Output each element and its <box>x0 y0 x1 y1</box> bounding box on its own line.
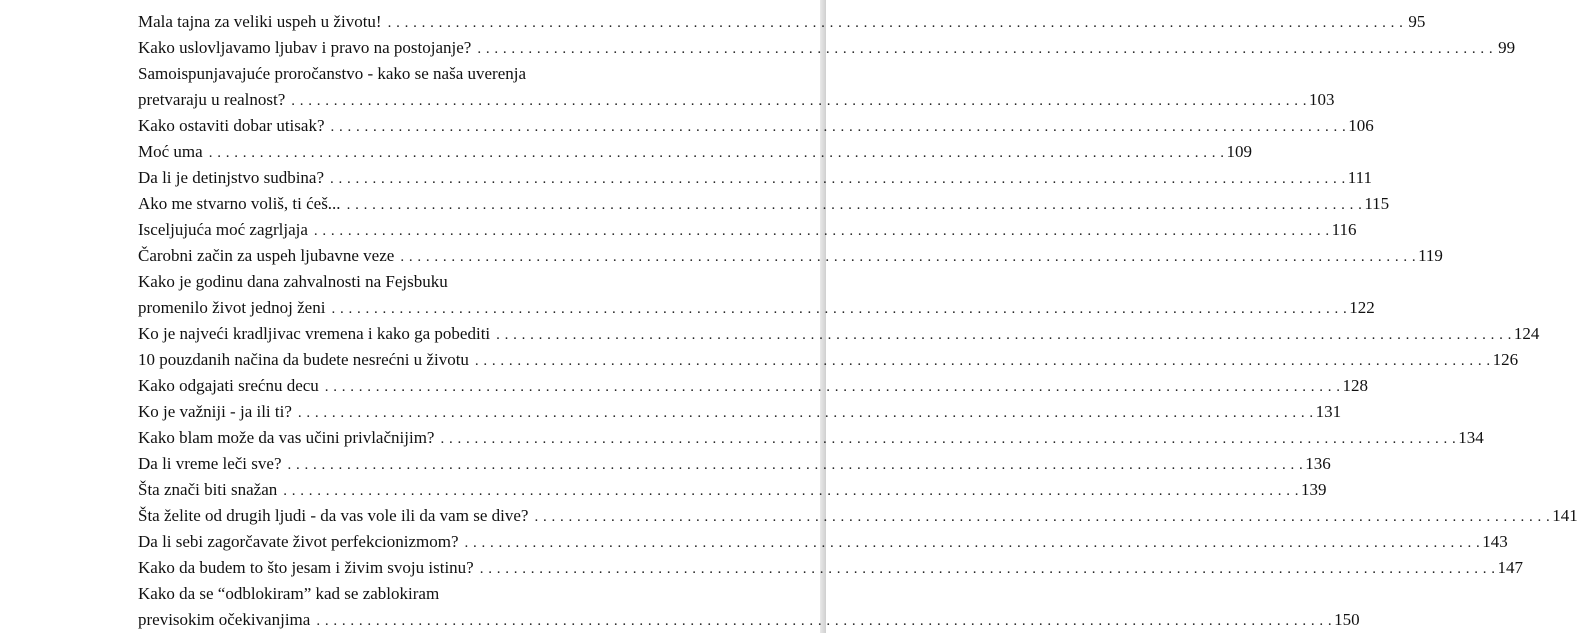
toc-dot-leader: . . . . . . . . . . . . . . . . . . . . . . . . . . . . . . . . . . . . . . . . . . . . . . . . . . . . . . . . . . . . . . . . . . . . . . . . . . . . . . . . . . . . . . . . . . . . . . . . . . . . . . . . . . . . . . . . . . . . . . . . <box>297 405 1314 421</box>
toc-entry-line <box>138 113 1374 139</box>
toc-page-number: 103 <box>1309 90 1335 109</box>
toc-entry[interactable] <box>138 347 1519 373</box>
toc-page-number: 134 <box>1458 428 1484 447</box>
toc-entry-line <box>138 191 1390 217</box>
toc-page-number: 122 <box>1349 298 1375 317</box>
toc-entry-title: Čarobni začin za uspeh ljubavne veze <box>138 246 395 265</box>
toc-entry-title: promenilo život jednoj ženi <box>138 298 326 317</box>
toc-dot-leader: . . . . . . . . . . . . . . . . . . . . . . . . . . . . . . . . . . . . . . . . . . . . . . . . . . . . . . . . . . . . . . . . . . . . . . . . . . . . . . . . . . . . . . . . . . . . . . . . . . . . . . . . . . . . . . . . . . . . . . . . <box>387 15 1404 31</box>
toc-entry-title: Kako blam može da vas učini privlačnijim? <box>138 428 435 447</box>
toc-entry-title: Moć uma <box>138 142 203 161</box>
toc-page-number: 115 <box>1364 194 1390 213</box>
toc-page-number: 150 <box>1334 610 1360 629</box>
toc-entry-line <box>138 477 1327 503</box>
toc-entry-line <box>138 165 1373 191</box>
toc-entry-line <box>138 555 1523 581</box>
toc-entry[interactable] <box>138 555 1523 581</box>
toc-entry-line <box>138 295 1375 321</box>
toc-dot-leader: . . . . . . . . . . . . . . . . . . . . . . . . . . . . . . . . . . . . . . . . . . . . . . . . . . . . . . . . . . . . . . . . . . . . . . . . . . . . . . . . . . . . . . . . . . . . . . . . . . . . . . . . . . . . . . . . . . . . . . . . <box>331 301 1348 317</box>
toc-entry[interactable] <box>138 425 1484 451</box>
toc-dot-leader: . . . . . . . . . . . . . . . . . . . . . . . . . . . . . . . . . . . . . . . . . . . . . . . . . . . . . . . . . . . . . . . . . . . . . . . . . . . . . . . . . . . . . . . . . . . . . . . . . . . . . . . . . . . . . . . . . . . . . . . . <box>330 171 1346 187</box>
toc-dot-leader: . . . . . . . . . . . . . . . . . . . . . . . . . . . . . . . . . . . . . . . . . . . . . . . . . . . . . . . . . . . . . . . . . . . . . . . . . . . . . . . . . . . . . . . . . . . . . . . . . . . . . . . . . . . . . . . . . . . . . . . . <box>400 249 1417 265</box>
toc-page-number: 141 <box>1552 506 1578 525</box>
toc-page-number: 95 <box>1408 12 1426 31</box>
toc-entry-line <box>138 9 1426 35</box>
toc-entry[interactable] <box>138 243 1443 269</box>
toc-entry[interactable] <box>138 61 1335 113</box>
toc-dot-leader: . . . . . . . . . . . . . . . . . . . . . . . . . . . . . . . . . . . . . . . . . . . . . . . . . . . . . . . . . . . . . . . . . . . . . . . . . . . . . . . . . . . . . . . . . . . . . . . . . . . . . . . . . . . . . . . . . . . . . . . . <box>316 613 1333 629</box>
toc-entry-line <box>138 425 1484 451</box>
toc-entry[interactable] <box>138 269 1375 321</box>
toc-entry-line <box>138 347 1519 373</box>
toc-dot-leader: . . . . . . . . . . . . . . . . . . . . . . . . . . . . . . . . . . . . . . . . . . . . . . . . . . . . . . . . . . . . . . . . . . . . . . . . . . . . . . . . . . . . . . . . . . . . . . . . . . . . . . . . . . . . . . . . . . . . . . . . <box>287 457 1304 473</box>
toc-entry-title: Ko je važniji - ja ili ti? <box>138 402 292 421</box>
toc-dot-leader: . . . . . . . . . . . . . . . . . . . . . . . . . . . . . . . . . . . . . . . . . . . . . . . . . . . . . . . . . . . . . . . . . . . . . . . . . . . . . . . . . . . . . . . . . . . . . . . . . . . . . . . . . . . . . . . . . . . . . . . . <box>208 145 1225 161</box>
toc-page-number: 109 <box>1226 142 1252 161</box>
toc-entry-line <box>138 269 684 295</box>
toc-entry-title: Da li vreme leči sve? <box>138 454 282 473</box>
toc-dot-leader: . . . . . . . . . . . . . . . . . . . . . . . . . . . . . . . . . . . . . . . . . . . . . . . . . . . . . . . . . . . . . . . . . . . . . . . . . . . . . . . . . . . . . . . . . . . . . . . . . . . . . . . . . . . . . . . . . . . . . . . . <box>346 197 1363 213</box>
toc-page-number: 143 <box>1482 532 1508 551</box>
toc-dot-leader: . . . . . . . . . . . . . . . . . . . . . . . . . . . . . . . . . . . . . . . . . . . . . . . . . . . . . . . . . . . . . . . . . . . . . . . . . . . . . . . . . . . . . . . . . . . . . . . . . . . . . . . . . . . . . . . . . . . . . . . . <box>313 223 1330 239</box>
toc-entry[interactable] <box>138 321 1540 347</box>
toc-page-number: 126 <box>1492 350 1519 369</box>
toc-dot-leader: . . . . . . . . . . . . . . . . . . . . . . . . . . . . . . . . . . . . . . . . . . . . . . . . . . . . . . . . . . . . . . . . . . . . . . . . . . . . . . . . . . . . . . . . . . . . . . . . . . . . . . . . . . . . . . . . . . . . . . . . <box>283 483 1300 499</box>
toc-entry[interactable] <box>138 503 1578 529</box>
toc-entry-line <box>138 61 684 87</box>
toc-entry-title: Mala tajna za veliki uspeh u životu! <box>138 12 382 31</box>
toc-entry-line <box>138 321 1540 347</box>
toc-entry[interactable] <box>138 373 1369 399</box>
toc-dot-leader: . . . . . . . . . . . . . . . . . . . . . . . . . . . . . . . . . . . . . . . . . . . . . . . . . . . . . . . . . . . . . . . . . . . . . . . . . . . . . . . . . . . . . . . . . . . . . . . . . . . . . . . . . . . . . . . . . . . . . . . . <box>464 535 1481 551</box>
toc-page-number: 124 <box>1513 324 1540 343</box>
toc-entry-title: Ako me stvarno voliš, ti ćeš... <box>138 194 341 213</box>
toc-entry-title: Isceljujuća moć zagrljaja <box>138 220 308 239</box>
table-of-contents <box>138 9 1578 633</box>
toc-entry-line <box>138 87 1335 113</box>
toc-page-number: 147 <box>1497 558 1523 577</box>
toc-page-number: 111 <box>1347 168 1373 187</box>
toc-dot-leader: . . . . . . . . . . . . . . . . . . . . . . . . . . . . . . . . . . . . . . . . . . . . . . . . . . . . . . . . . . . . . . . . . . . . . . . . . . . . . . . . . . . . . . . . . . . . . . . . . . . . . . . . . . . . . . . . . . . . . . . . <box>330 119 1347 135</box>
toc-entry[interactable] <box>138 529 1508 555</box>
toc-entry-line <box>138 35 1516 61</box>
toc-entry-title: Kako da budem to što jesam i živim svoju istinu? <box>138 558 474 577</box>
toc-entry[interactable] <box>138 451 1331 477</box>
toc-entry[interactable] <box>138 35 1516 61</box>
toc-entry-line <box>138 243 1443 269</box>
toc-page-number: 116 <box>1331 220 1357 239</box>
toc-entry-title: Kako ostaviti dobar utisak? <box>138 116 325 135</box>
toc-entry-line <box>138 607 1360 633</box>
toc-entry-line <box>138 503 1578 529</box>
toc-entry-line <box>138 139 1252 165</box>
toc-entry[interactable] <box>138 9 1426 35</box>
toc-entry-line <box>138 451 1331 477</box>
toc-entry-line <box>138 373 1369 399</box>
toc-entry-title: Da li sebi zagorčavate život perfekcionizmom? <box>138 532 459 551</box>
toc-entry-title: Ko je najveći kradljivac vremena i kako ga pobediti <box>138 324 491 343</box>
toc-entry-title: Kako da se “odblokiram” kad se zablokiram <box>138 584 440 603</box>
toc-page-number: 99 <box>1498 38 1516 57</box>
toc-page-number: 106 <box>1348 116 1374 135</box>
toc-entry[interactable] <box>138 165 1373 191</box>
toc-entry[interactable] <box>138 217 1357 243</box>
toc-dot-leader: . . . . . . . . . . . . . . . . . . . . . . . . . . . . . . . . . . . . . . . . . . . . . . . . . . . . . . . . . . . . . . . . . . . . . . . . . . . . . . . . . . . . . . . . . . . . . . . . . . . . . . . . . . . . . . . . . . . . . . . . <box>534 509 1551 525</box>
toc-page-number: 139 <box>1301 480 1327 499</box>
toc-dot-leader: . . . . . . . . . . . . . . . . . . . . . . . . . . . . . . . . . . . . . . . . . . . . . . . . . . . . . . . . . . . . . . . . . . . . . . . . . . . . . . . . . . . . . . . . . . . . . . . . . . . . . . . . . . . . . . . . . . . . . . . . <box>479 561 1496 577</box>
toc-entry[interactable] <box>138 477 1327 503</box>
toc-page-number: 136 <box>1305 454 1331 473</box>
toc-dot-leader: . . . . . . . . . . . . . . . . . . . . . . . . . . . . . . . . . . . . . . . . . . . . . . . . . . . . . . . . . . . . . . . . . . . . . . . . . . . . . . . . . . . . . . . . . . . . . . . . . . . . . . . . . . . . . . . . . . . . . . . . <box>440 431 1457 447</box>
toc-entry-line <box>138 581 684 607</box>
toc-entry-title: Šta znači biti snažan <box>138 480 278 499</box>
toc-dot-leader: . . . . . . . . . . . . . . . . . . . . . . . . . . . . . . . . . . . . . . . . . . . . . . . . . . . . . . . . . . . . . . . . . . . . . . . . . . . . . . . . . . . . . . . . . . . . . . . . . . . . . . . . . . . . . . . . . . . . . . . . <box>496 327 1512 343</box>
toc-entry-title: Da li je detinjstvo sudbina? <box>138 168 325 187</box>
toc-entry[interactable] <box>138 191 1390 217</box>
toc-entry-line <box>138 529 1508 555</box>
toc-entry-title: pretvaraju u realnost? <box>138 90 286 109</box>
toc-dot-leader: . . . . . . . . . . . . . . . . . . . . . . . . . . . . . . . . . . . . . . . . . . . . . . . . . . . . . . . . . . . . . . . . . . . . . . . . . . . . . . . . . . . . . . . . . . . . . . . . . . . . . . . . . . . . . . . . . . . . . . . . <box>477 41 1494 57</box>
toc-entry-title: previsokim očekivanjima <box>138 610 311 629</box>
toc-entry[interactable] <box>138 139 1252 165</box>
toc-entry-line <box>138 217 1357 243</box>
toc-entry-title: Kako odgajati srećnu decu <box>138 376 319 395</box>
toc-entry-title: Kako uslovljavamo ljubav i pravo na postojanje? <box>138 38 472 57</box>
toc-entry[interactable] <box>138 113 1374 139</box>
toc-dot-leader: . . . . . . . . . . . . . . . . . . . . . . . . . . . . . . . . . . . . . . . . . . . . . . . . . . . . . . . . . . . . . . . . . . . . . . . . . . . . . . . . . . . . . . . . . . . . . . . . . . . . . . . . . . . . . . . . . . . . . . . . <box>474 353 1491 369</box>
toc-page-number: 128 <box>1342 376 1369 395</box>
toc-entry-title: Samoispunjavajuće proročanstvo - kako se naša uverenja <box>138 64 527 83</box>
toc-entry-line <box>138 399 1342 425</box>
toc-dot-leader: . . . . . . . . . . . . . . . . . . . . . . . . . . . . . . . . . . . . . . . . . . . . . . . . . . . . . . . . . . . . . . . . . . . . . . . . . . . . . . . . . . . . . . . . . . . . . . . . . . . . . . . . . . . . . . . . . . . . . . . . <box>324 379 1341 395</box>
toc-entry[interactable] <box>138 581 1360 633</box>
toc-entry-title: Šta želite od drugih ljudi - da vas vole ili da vam se dive? <box>138 506 529 525</box>
toc-page-number: 131 <box>1315 402 1342 421</box>
toc-entry-title: Kako je godinu dana zahvalnosti na Fejsbuku <box>138 272 448 291</box>
toc-entry[interactable] <box>138 399 1342 425</box>
toc-page-number: 119 <box>1418 246 1443 265</box>
toc-entry-title: 10 pouzdanih načina da budete nesrećni u životu <box>138 350 469 369</box>
toc-dot-leader: . . . . . . . . . . . . . . . . . . . . . . . . . . . . . . . . . . . . . . . . . . . . . . . . . . . . . . . . . . . . . . . . . . . . . . . . . . . . . . . . . . . . . . . . . . . . . . . . . . . . . . . . . . . . . . . . . . . . . . . . <box>291 93 1308 109</box>
